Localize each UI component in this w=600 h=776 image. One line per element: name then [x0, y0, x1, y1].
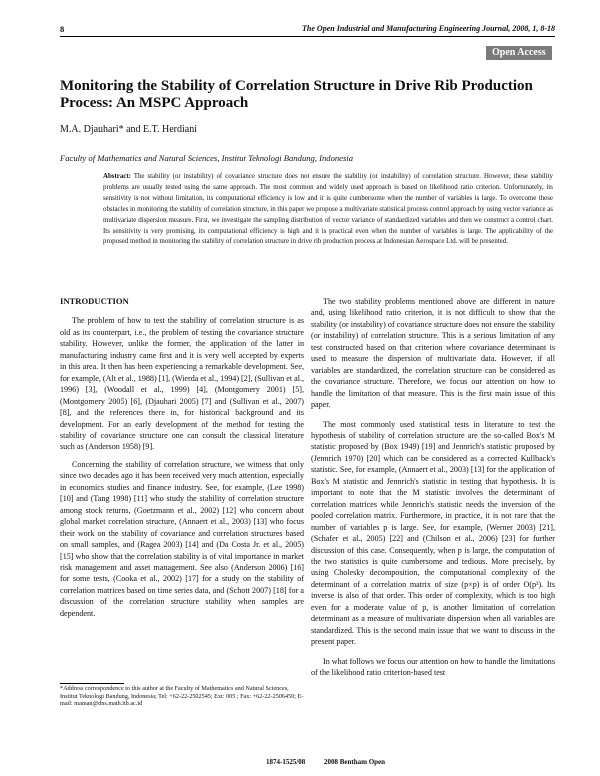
- footnote: *Address correspondence to this author at the Faculty of Mathematics and Natural Sciences, Institut Teknologi Bandung, Indonesia; Tel: +62-22-2502545; Ext: 005 ; Fax: +62-22-2506450; E-mail: maman@dns.math.itb.ac.id: [60, 685, 304, 708]
- footer-issn: 1874-1525/08: [266, 758, 306, 766]
- left-column: [60, 296, 304, 625]
- footer-publisher: 2008 Bentham Open: [324, 758, 386, 766]
- paragraph: Concerning the stability of correlation structure, we witness that only since two decades ago it has been received very much attention, especially in economics studies and finance industry. See, for example, (Lee 1998) [10] and (Tang 1998) [11] who study the stability of correlation structure among stock returns, (Goetzmann et al., 2002) [12] who concern about global market correlation structure, (Annaert et al., 2003) [13] who focus their work on the stability of covariance and correlation structures based on small samples, and (Ragea 2003) [14] and (Da Costa Jr. et al., 2005) [15] who show that the correlation stability is of vital importance in market risk management and asset management. See also (Anderson 2006) [16] for some tests, (Cooka et al., 2002) [17] for a study on the stability of correlation matrices based on time series data, and (Schott 2007) [18] for a discussion of the correlation structure stability when samples are dependent.: [60, 459, 304, 618]
- abstract-label: Abstract:: [103, 173, 131, 180]
- authors: M.A. Djauhari* and E.T. Herdiani: [60, 124, 197, 135]
- right-column: [311, 296, 555, 687]
- abstract-text: The stability (or instability) of covariance structure does not ensure the stability (or instability) of correlation structure. However, these stability problems are usually tested using the same approach. The most common and widely used approach is based on likelihood ratio criterion. Unfortunately, its sensitivity is not without limitation, its computational efficiency is low and it is quite cumbersome when the number of variables is large. To overcome these obstacles in monitoring the stability of correlation structure, in this paper we propose a multivariate statistical process control approach by using vector variance as multivariate dispersion measure. First, we investigate the sampling distribution of vector variance of standardized variables and then we construct a control chart. Its sensitivity is very promising, its computational efficiency is high and it is practical even when the number of variables is large. The applicability of the proposed method in monitoring the stability of correlation structure in drive rib production process at Indonesian Aerospace Ltd. will be presented.: [103, 173, 553, 246]
- paragraph: The problem of how to test the stability of correlation structure is as old as its counterpart, i.e., the problem of testing the covariance structure stability. However, unlike the former, the application of the latter in manufacturing industry came first and it is very well accepted by experts in this area. It then has been experiencing a remarkable development. See, for example, (Alt et al., 1988) [1], (Wierda et al., 1994) [2], (Sullivan et al., 1996) [3], (Woodall et al., 1999) [4], (Montgomery 2001) [5], (Montgomery 2005) [6], (Djauhari 2005) [7] and (Sullivan et al., 2007) [8], and the references there in, for historical background and its development. For an early development of the method for testing the stability of covariance structure one can consult the classical literature such as (Anderson 1958) [9].: [60, 316, 304, 452]
- paragraph: The two stability problems mentioned above are different in nature and, using likelihood ratio criterion, it is not difficult to show that the stability (or instability) of covariance structure does not ensure the stability (or instability) of correlation structure. This is a serious limitation of any test constructed based on that criterion where covariance determinant is used to measure the dispersion of multivariate data. However, if all variables are standardized, the correlation structure can be considered as the covariance structure. Therefore, we focus our attention on how to handle the limitation of that measure. This is the first main issue of this paper.: [311, 297, 555, 410]
- affiliation: Faculty of Mathematics and Natural Sciences, Institut Teknologi Bandung, Indonesia: [60, 153, 354, 163]
- paragraph: The most commonly used statistical tests in literature to test the hypothesis of stability of correlation structure are the so-called Box's M statistic proposed by (Box 1949) [19] and Jennrich's statistic proposed by (Jennrich 1970) [20] which can be considered as a corrected Kullback's statistic. See, for example, (Annaert et al., 2003) [13] for the application of Box's M statistic and Jennrich's statistic in testing that hypothesis. It is important to note that the M statistic involves the determinant of correlation matrices while Jennrich's statistic needs the inversion of the pooled correlation matrix. Furthermore, in practice, it is not rare that the number of variables p is large. See, for example, (Werner 2003) [21], (Schafer et al., 2005) [22] and (Chilson et al., 2006) [23] for further discussion of this case. Consequently, when p is large, the computation of the two statistics is quite cumbersome and tedious. More precisely, by using Cholesky decomposition, the computational complexity of the determinant of a correlation matrix of size (p×p) is of order O(p³). Its inverse is also of that order. This order of complexity, which is too high even for a moderate value of p, is another limitation of correlation determinant as a measure of multivariate dispersion when all variables are standardized. This is the second main issue that we want to discuss in the present paper.: [311, 419, 555, 647]
- journal-header: The Open Industrial and Manufacturing Engineering Journal, 2008, 1, 8-18: [302, 24, 555, 33]
- article-title: Monitoring the Stability of Correlation Structure in Drive Rib Production Process: An MSPC Approach: [60, 78, 533, 111]
- open-access-badge: Open Access: [486, 46, 552, 60]
- abstract: [103, 172, 553, 248]
- page-number: 8: [60, 24, 65, 34]
- footnote-rule: [60, 683, 124, 684]
- section-heading-introduction: INTRODUCTION: [60, 296, 129, 306]
- paragraph: In what follows we focus our attention on how to handle the limitations of the likelihood ratio criterion-based test: [311, 656, 555, 678]
- header-rule: [60, 36, 555, 37]
